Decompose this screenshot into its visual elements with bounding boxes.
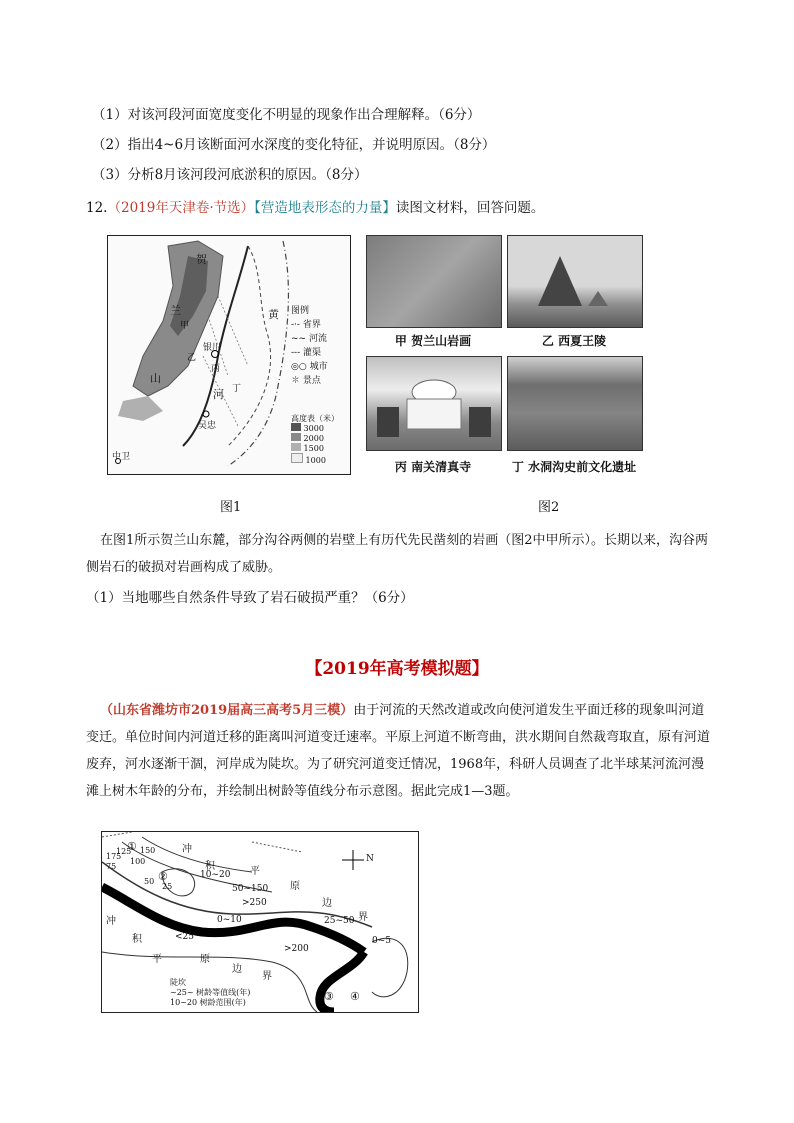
question-2: （2）指出4~6月该断面河水深度的变化特征，并说明原因。（8分） (92, 137, 496, 153)
isoline-125: 125 (116, 847, 132, 856)
elev-swatch-2 (291, 433, 301, 441)
label-zhongwei: 中卫 (112, 452, 131, 462)
isoline-25: 25 (162, 882, 173, 891)
range-50-150: 50~150 (232, 884, 269, 894)
legend-city: ◎○ 城市 (291, 362, 328, 372)
legend-scarp: 陡坎 (170, 978, 186, 987)
photo-bing (366, 356, 502, 451)
north-arrow-label: N (366, 854, 374, 864)
legend-range: 10~20 树龄范围(年) (170, 998, 246, 1007)
photo-yi (507, 235, 643, 328)
item-topic: 【营造地表形态的力量】 (254, 200, 396, 216)
figure-2-caption: 图2 (538, 500, 560, 515)
label-yuan2: 原 (200, 954, 210, 965)
label-he2: 河 (213, 388, 224, 401)
label-he: 贺 (196, 253, 207, 266)
item-prompt: 读图文材料，回答问题。 (395, 200, 545, 216)
legend-border: -·- 省界 (291, 320, 321, 330)
label-jie2: 界 (262, 971, 272, 982)
label-yi: 乙 (187, 353, 197, 363)
elev-swatch-3 (291, 443, 301, 451)
label-ji2: 积 (132, 934, 142, 945)
caption-bing: 丙 南关清真寺 (394, 460, 472, 474)
range-gt200: >200 (284, 944, 309, 954)
item-12-question-1: （1）当地哪些自然条件导致了岩石破损严重？（6分） (86, 590, 414, 606)
label-ji: 积 (205, 861, 215, 872)
label-yuan: 原 (290, 881, 300, 892)
tree-map-legend (170, 978, 250, 1008)
elev-title: 高度表（米） (291, 414, 339, 423)
photo-ding (507, 356, 643, 451)
legend-canal: --- 灌渠 (291, 348, 321, 358)
zone-1: ① (127, 840, 137, 853)
question-3: （3）分析8月该河段河底淤积的原因。（8分） (92, 167, 368, 183)
range-25-50: 25~50 (324, 916, 355, 926)
label-ding: 丁 (232, 384, 242, 394)
caption-jia: 甲 贺兰山岩画 (394, 334, 472, 348)
label-yinchuan: 银川 (203, 343, 222, 353)
range-0-10: 0~10 (217, 915, 242, 925)
isoline-100: 100 (130, 857, 146, 866)
legend-title: 图例 (291, 306, 310, 316)
caption-yi: 乙 西夏王陵 (541, 334, 607, 348)
label-jie: 界 (358, 912, 368, 923)
mosque-graphic (367, 357, 501, 450)
label-chong: 冲 (182, 844, 192, 855)
zone-4: ④ (350, 990, 360, 1003)
caption-ding: 丁 水洞沟史前文化遗址 (511, 460, 637, 474)
zone-2: ② (158, 870, 168, 883)
range-gt250: >250 (242, 898, 267, 908)
isoline-50: 50 (144, 877, 155, 886)
item-source: （2019年天津卷·节选） (107, 200, 255, 216)
isoline-75: 75 (106, 862, 117, 871)
mock-source: （山东省潍坊市2019届高三高考5月三模） (100, 703, 354, 718)
mock-text: 由于河流的天然改道或改向使河道发生平面迁移的现象叫河道变迁。单位时间内河道迁移的距离叫河道变迁速率。平原上河道不断弯曲，洪水期间自然裁弯取直，原有河道废弃，河水逐渐干涸，河岸成为陡坎。为了研究河道变迁情况，1968年，科研人员调查了北半球某河流河漫滩上树木年龄的分布，并绘制出树龄等值线分布示意图。据此完成1—3题。 (86, 703, 711, 799)
range-0-5: 0~5 (372, 936, 391, 946)
range-10-20: 10~20 (200, 870, 231, 880)
legend-isoline: ~25~ 树龄等值线(年) (170, 988, 251, 997)
label-lan: 兰 (170, 304, 181, 317)
section-heading: 【2019年高考模拟题】 (305, 659, 489, 679)
label-bian: 边 (322, 898, 332, 909)
isoline-175: 175 (106, 852, 122, 861)
photo-jia (366, 235, 502, 328)
legend-scenic: ✽ 景点 (291, 376, 321, 386)
item-12-paragraph: 在图1所示贺兰山东麓，部分沟谷两侧的岩壁上有历代先民凿刻的岩画（图2中甲所示）。长期以来，沟谷两侧岩石的破损对岩画构成了威胁。 (86, 533, 709, 575)
question-1: （1）对该河段河面宽度变化不明显的现象作出合理解释。（6分） (92, 107, 481, 123)
mock-paragraph (86, 697, 716, 805)
figure-1-caption: 图1 (220, 500, 242, 515)
figure-1-map (107, 235, 351, 475)
label-ping: 平 (250, 866, 260, 877)
legend-river: ~~ 河流 (291, 334, 327, 344)
label-huang: 黄 (268, 308, 279, 321)
elev-swatch-4 (291, 453, 303, 463)
pyramid-graphic (508, 236, 642, 327)
zone-3: ③ (324, 990, 334, 1003)
label-wuzhong: 吴忠 (198, 421, 217, 431)
label-bing: 丙 (211, 364, 221, 374)
isoline-150: 150 (140, 846, 156, 855)
label-ping2: 平 (152, 954, 162, 965)
label-shan: 山 (150, 372, 161, 385)
label-jia: 甲 (180, 321, 190, 331)
elev-swatch-1 (291, 423, 301, 431)
item-number: 12. (86, 200, 108, 216)
label-chong2: 冲 (106, 916, 116, 927)
range-lt25: <25 (175, 932, 194, 942)
item-12-header (86, 196, 544, 216)
elevation-legend: 高度表（米） 3000 2000 1500 1000 (291, 414, 339, 465)
map-legend (291, 304, 328, 388)
tree-age-map (101, 831, 419, 1013)
label-bian2: 边 (232, 964, 242, 975)
